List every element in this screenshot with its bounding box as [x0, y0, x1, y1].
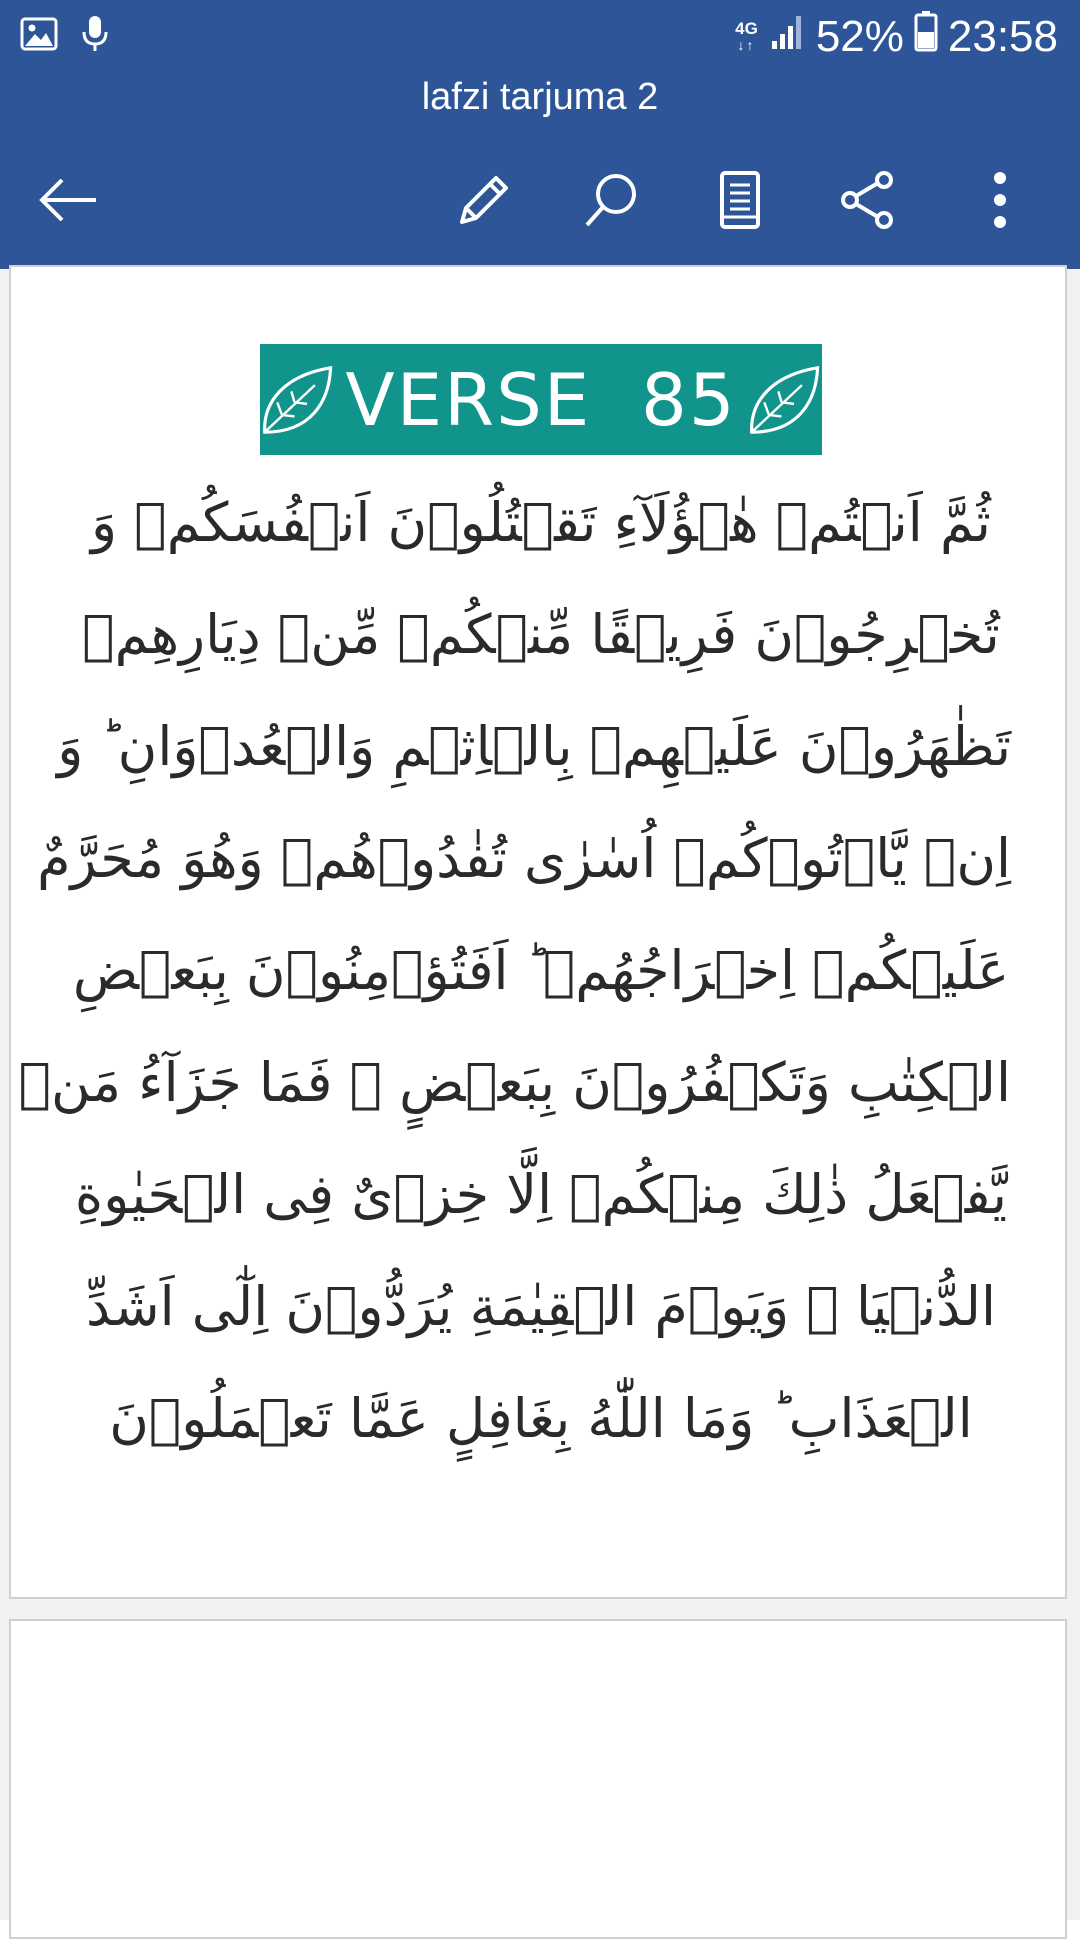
back-button[interactable]	[28, 160, 108, 240]
verse-line: تَظٰهَرُوۡنَ عَلَيۡهِمۡ بِالۡاِثۡمِ وَالۡعُدۡوَانِ ؕ وَ	[57, 715, 1011, 778]
verse-number: VERSE 85	[345, 357, 737, 442]
signal-icon	[770, 12, 806, 62]
document-title: lafzi tarjuma 2	[421, 76, 659, 118]
verse-line: يَّفۡعَلُ ذٰلِكَ مِنۡكُمۡ اِلَّا خِزۡىٌ فِى الۡحَيٰوةِ	[74, 1163, 1008, 1226]
back-arrow-icon	[36, 176, 100, 224]
network-type: 4G ↓↑	[735, 18, 758, 53]
battery-icon	[914, 10, 938, 63]
pencil-icon	[454, 170, 514, 230]
search-icon	[582, 170, 642, 230]
document-page	[9, 265, 1067, 1599]
status-bar	[0, 0, 1080, 75]
more-vert-icon	[990, 170, 1010, 230]
verse-line: تُخۡرِجُوۡنَ فَرِيۡقًا مِّنۡكُمۡ مِّنۡ دِيَارِهِمۡ	[82, 603, 1000, 666]
edit-button[interactable]	[444, 160, 524, 240]
verse-line: ثُمَّ اَنۡتُمۡ هٰۤؤُلَآءِ تَقۡتُلُوۡنَ اَنۡفُسَكُمۡ وَ	[91, 491, 991, 554]
battery-percent: 52%	[815, 11, 904, 61]
clock: 23:58	[947, 11, 1058, 61]
verse-line: عَلَيۡكُمۡ اِخۡرَاجُهُمۡ ؕ اَفَتُؤۡمِنُوۡنَ بِبَعۡضِ	[72, 939, 1010, 1002]
verse-line: الدُّنۡيَا ۚ وَيَوۡمَ الۡقِيٰمَةِ يُرَدُّوۡنَ اِلٰٓى اَشَدِّ	[86, 1275, 996, 1338]
app-bar	[0, 0, 1080, 269]
microphone-notification-icon	[80, 14, 110, 58]
gallery-notification-icon	[20, 17, 58, 55]
verse-text	[18, 467, 1011, 1475]
mobile-view-button[interactable]	[700, 160, 780, 240]
leaf-icon	[260, 355, 335, 445]
share-icon	[838, 170, 898, 230]
share-button[interactable]	[828, 160, 908, 240]
verse-line: الۡعَذَابِ ؕ وَمَا اللّٰهُ بِغَافِلٍ عَمَّا تَعۡمَلُوۡنَ	[109, 1387, 973, 1450]
document-viewport[interactable]	[0, 269, 1080, 1920]
verse-banner	[260, 344, 822, 455]
leaf-icon	[747, 355, 822, 445]
more-options-button[interactable]	[960, 160, 1040, 240]
search-button[interactable]	[572, 160, 652, 240]
document-page-next	[9, 1619, 1067, 1939]
verse-line: اِنۡ يَّاۡتُوۡكُمۡ اُسٰرٰى تُفٰدُوۡهُمۡ وَهُوَ مُحَرَّمٌ	[37, 827, 1011, 890]
verse-line: الۡكِتٰبِ وَتَكۡفُرُوۡنَ بِبَعۡضٍ ۚ فَمَا جَزَآءُ مَنۡ	[18, 1051, 1011, 1114]
mobile-view-icon	[718, 170, 762, 230]
